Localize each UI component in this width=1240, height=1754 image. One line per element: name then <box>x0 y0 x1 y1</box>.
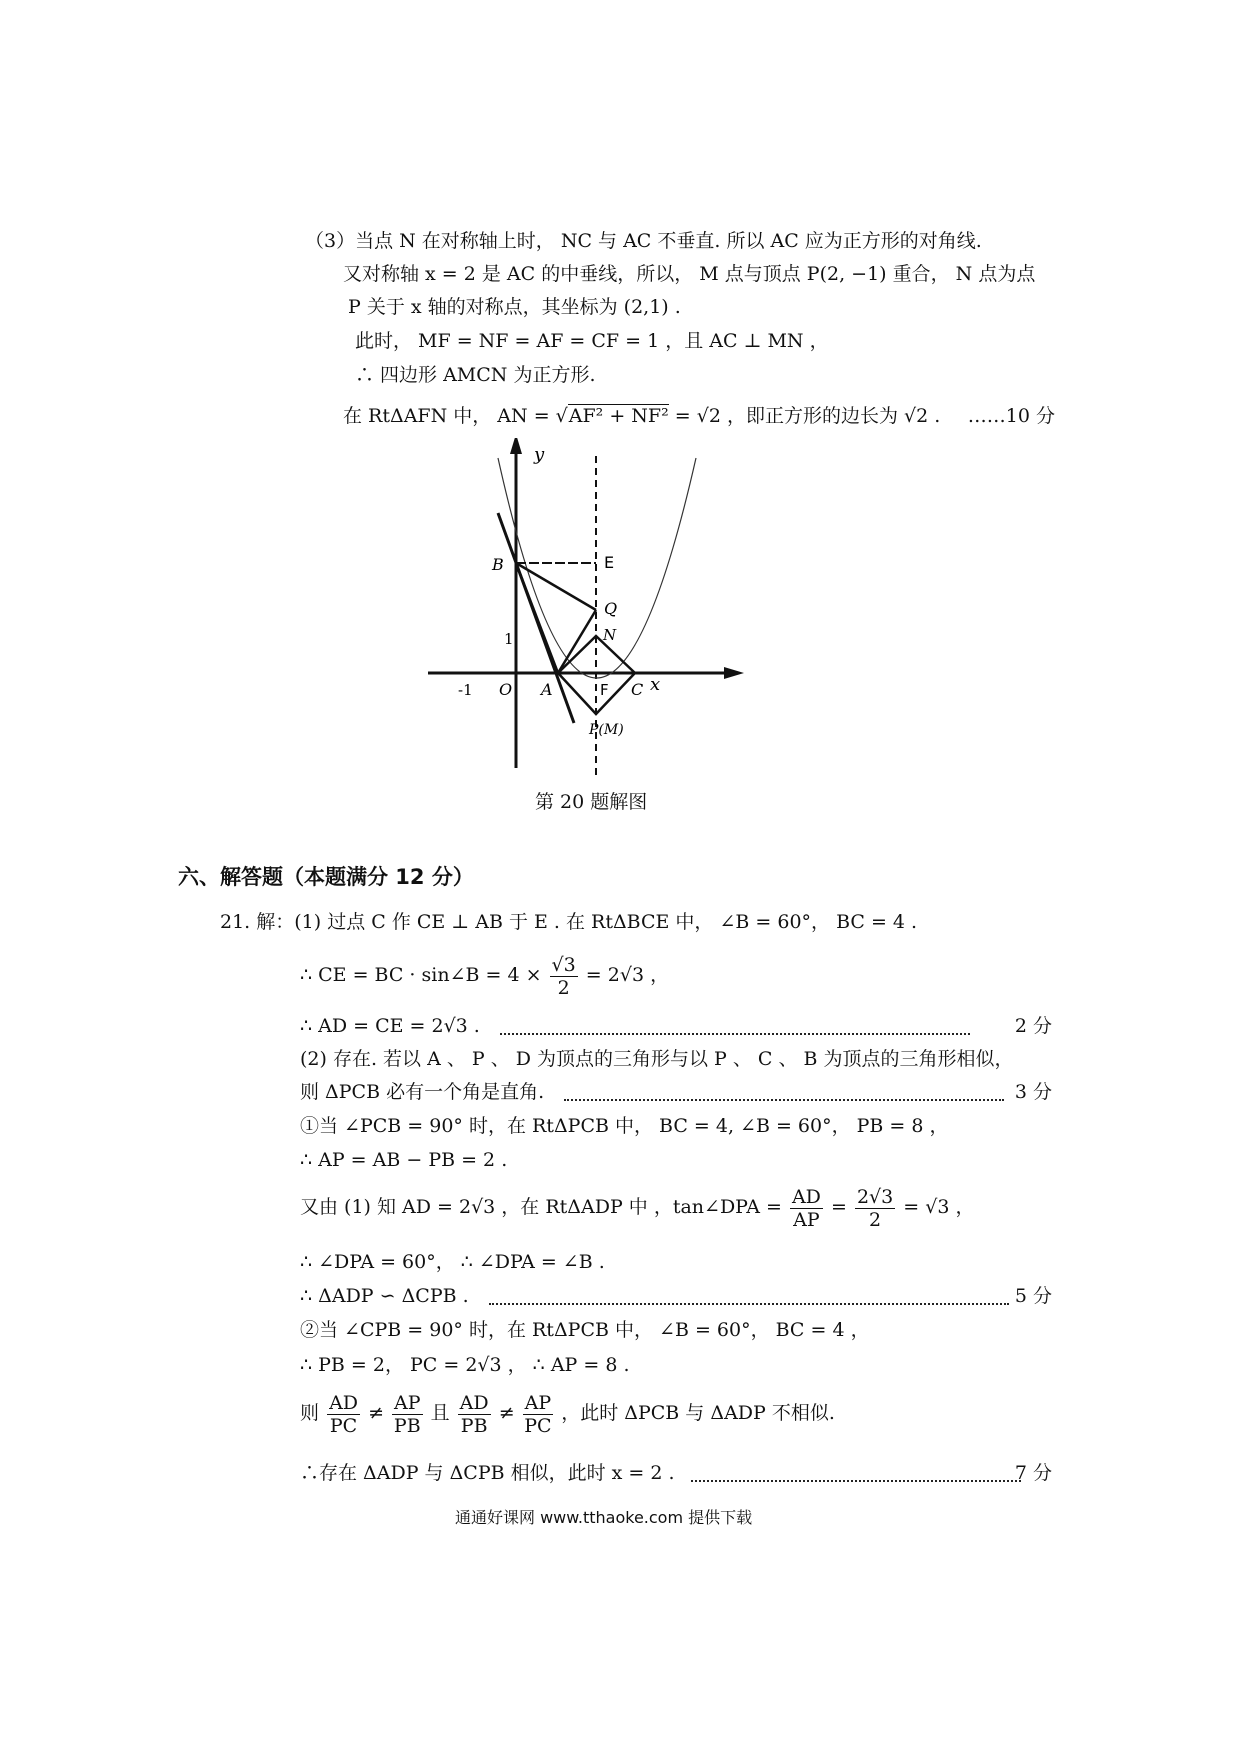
label-C: C <box>631 680 644 699</box>
frac-den: PC <box>329 1414 358 1437</box>
fraction-AD-over-AP <box>790 1186 823 1231</box>
s6-line-14 <box>300 1460 1052 1486</box>
frac-num: √3 <box>551 953 576 976</box>
label-A: A <box>541 680 553 699</box>
frac-num: AD <box>329 1391 359 1414</box>
s6-line-10-text: ∴ ΔADP ∽ ΔCPB . <box>300 1285 469 1307</box>
label-E: E <box>604 553 615 572</box>
label-B: B <box>492 555 504 574</box>
s3-line-3: P 关于 x 轴的对称点，其坐标为 (2,1) . <box>348 296 681 318</box>
s6-line-2-pre: ∴ CE = BC · sin∠B = 4 × <box>300 964 542 986</box>
fraction-AP-over-PC <box>523 1392 554 1437</box>
s6-line-1: 21. 解：(1) 过点 C 作 CE ⊥ AB 于 E . 在 RtΔBCE 中， ∠B = 60°， BC = 4 . <box>220 911 918 933</box>
s6-line-10-score: 5 分 <box>1014 1285 1052 1307</box>
s6-line-5 <box>300 1079 1052 1105</box>
segment-BQ <box>516 563 596 610</box>
s6-line-8-post: = √3 ， <box>903 1196 975 1218</box>
fraction-AP-over-PB <box>392 1392 423 1437</box>
fraction-2sqrt3-over-2 <box>855 1186 895 1231</box>
label-PM: P(M) <box>589 722 624 738</box>
frac-den: 2 <box>557 976 570 999</box>
fraction-AD-over-PB <box>458 1392 491 1437</box>
frac-num: AP <box>394 1391 421 1414</box>
y-axis-arrow <box>510 438 522 454</box>
s3-line-1: （3）当点 N 在对称轴上时， NC 与 AC 不垂直. 所以 AC 应为正方形的对角线. <box>305 230 982 252</box>
label-x: x <box>650 674 661 695</box>
frac-num: AP <box>524 1391 552 1414</box>
frac-den: PC <box>524 1414 552 1437</box>
label-one: 1 <box>504 630 514 648</box>
s6-line-2-post: = 2√3 ， <box>585 964 670 986</box>
s6-line-3-text: ∴ AD = CE = 2√3 . <box>300 1015 480 1037</box>
figure-20-solution <box>428 438 748 778</box>
s6-line-8-pre: 又由 (1) 知 AD = 2√3 ，在 RtΔADP 中 ，tan∠DPA = <box>300 1196 782 1218</box>
s6-line-6: ①当 ∠PCB = 90° 时，在 RtΔPCB 中， BC = 4, ∠B = 60°， PB = 8 ， <box>300 1115 949 1137</box>
s6-line-13: 则 $\frac{AD}{PC}$ ≠ $\frac{AP}{PB}$ 且 $\frac{AD}{PB}$ ≠ $\frac{AP}{PC}$ ，此时 ΔPCB 与 ΔADP 不相似. <box>300 1391 835 1437</box>
s6-line-12: ∴ PB = 2， PC = 2√3 ， ∴ AP = 8 . <box>300 1354 630 1376</box>
s6-line-13-post: ，此时 ΔPCB 与 ΔADP 不相似. <box>561 1402 835 1424</box>
figure-caption: 第 20 题解图 <box>535 791 648 813</box>
dotted-leader <box>564 1085 1004 1101</box>
page-footer: 通通好课网 www.tthaoke.com 提供下载 <box>455 1508 753 1527</box>
s3-line-6-mid: = √2 ，即正方形的边长为 √2 . <box>668 405 941 427</box>
s6-line-3 <box>300 1013 1052 1039</box>
label-F: F <box>600 681 609 699</box>
frac-num: 2√3 <box>856 1185 894 1208</box>
label-neg1: -1 <box>458 681 473 699</box>
label-N: N <box>603 626 617 644</box>
s6-line-10 <box>300 1283 1052 1309</box>
line-BA <box>516 563 558 673</box>
frac-den: PB <box>393 1414 421 1437</box>
s3-line-5: ∴ 四边形 AMCN 为正方形. <box>355 364 596 386</box>
frac-num: AD <box>791 1185 821 1208</box>
dotted-leader <box>691 1466 1021 1482</box>
s6-line-3-score: 2 分 <box>1014 1015 1052 1037</box>
s3-line-4: 此时， MF = NF = AF = CF = 1 ，且 AC ⊥ MN ， <box>355 330 829 352</box>
label-O: O <box>499 680 513 699</box>
frac-num: AD <box>459 1391 489 1414</box>
s6-line-2 <box>300 952 669 999</box>
s6-line-8: 又由 (1) 知 AD = 2√3 ，在 RtΔADP 中 ，tan∠DPA = $\frac{AD}{AP}$ = $\frac{2√3}{2}$ = √3 ， <box>300 1185 975 1231</box>
s3-line-6: 在 RtΔAFN 中， AN = √AF² + NF² = √2 ，即正方形的边长为 √2 . ……10 分 <box>343 405 1055 427</box>
section-heading: 六、解答题（本题满分 12 分） <box>178 865 474 889</box>
s6-line-13-pre: 则 <box>300 1402 320 1424</box>
frac-den: 2 <box>869 1208 882 1231</box>
s6-line-9: ∴ ∠DPA = 60°， ∴ ∠DPA = ∠B . <box>300 1251 605 1273</box>
s6-line-7: ∴ AP = AB − PB = 2 . <box>300 1149 508 1171</box>
s3-line-2: 又对称轴 x = 2 是 AC 的中垂线，所以， M 点与顶点 P(2, −1) 重合， N 点为点 <box>343 263 1036 285</box>
s6-line-5-score: 3 分 <box>1014 1081 1052 1103</box>
label-y: y <box>534 444 545 465</box>
dotted-leader <box>489 1289 1009 1305</box>
frac-den: PB <box>460 1414 488 1437</box>
s6-line-11: ②当 ∠CPB = 90° 时，在 RtΔPCB 中， ∠B = 60°， BC = 4 ， <box>300 1319 870 1341</box>
fraction-AD-over-PC <box>327 1392 360 1437</box>
s6-line-4: (2) 存在. 若以 A 、 P 、 D 为顶点的三角形与以 P 、 C 、 B 为顶点的三角形相似， <box>300 1048 1014 1070</box>
s6-line-14-score: 7 分 <box>1014 1462 1052 1484</box>
frac-den: AP <box>793 1208 820 1231</box>
s3-line-6-pre: 在 RtΔAFN 中， AN = <box>343 405 556 427</box>
s6-line-13-and: 且 <box>430 1402 450 1424</box>
s6-line-5-text: 则 ΔPCB 必有一个角是直角. <box>300 1081 545 1103</box>
fraction-sqrt3-over-2 <box>550 954 578 999</box>
s6-line-14-text: ∴存在 ΔADP 与 ΔCPB 相似，此时 x = 2 . <box>300 1462 675 1484</box>
s3-line-6-radicand: AF² + NF² <box>568 405 669 427</box>
x-axis-arrow <box>724 667 744 679</box>
s3-line-6-score: ……10 分 <box>967 405 1055 427</box>
dotted-leader <box>500 1019 970 1035</box>
label-Q: Q <box>604 599 618 618</box>
